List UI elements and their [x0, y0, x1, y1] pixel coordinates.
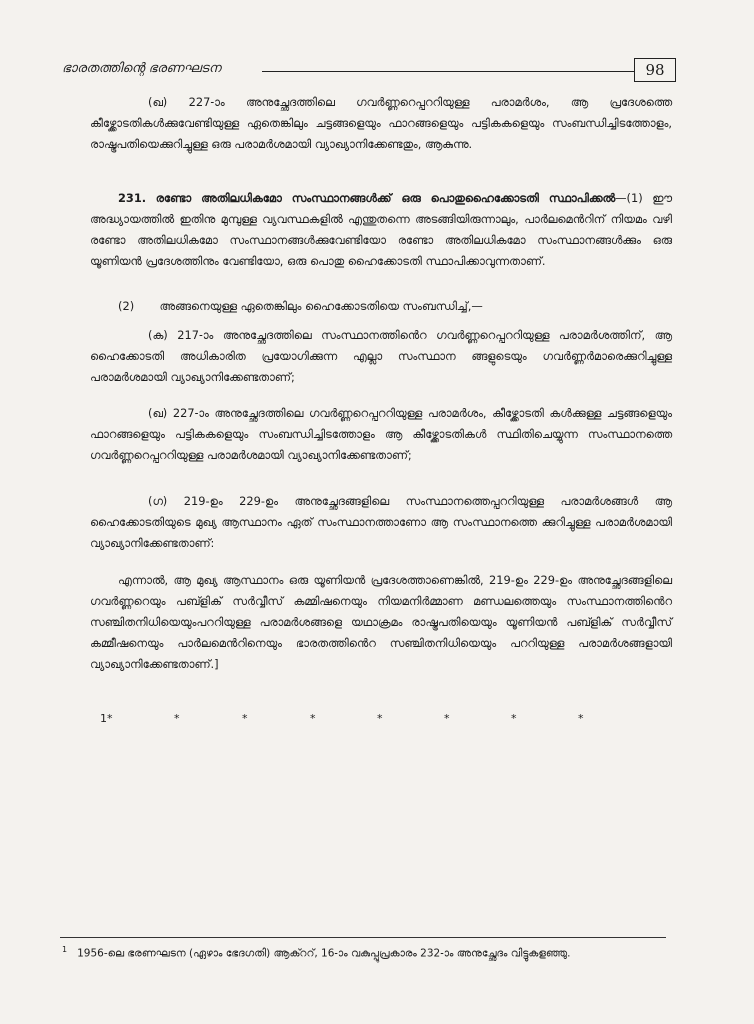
section-heading: രണ്ടോ അതിലധികമോ സംസ്ഥാനങ്ങൾക്ക് ഒരു പൊതുഹൈക്കോടതി സ്ഥാപിക്കൽ	[155, 191, 616, 205]
clause-kha-intro: (ഖ) 227-ാം അനുച്ഛേദത്തിലെ ഗവർണ്ണറെപ്പററിയുള്ള പരാമർശം, ആ പ്രദേശത്തെ കീഴ്ക്കോടതികൾക്കുവേണ്ടിയുള്ള ഏതെങ്കിലും ചട്ടങ്ങളെയും ഫാറങ്ങളെയും പട്ടികകളെയും സംബന്ധിച്ചിടത്തോളം, രാഷ്ട്രപതിയെക്കുറിച്ചുള്ള ഒരു പരാമർശമായി വ്യാഖ്യാനിക്കേണ്ടതും, ആകുന്നു.	[90, 95, 672, 151]
footnote-text: 1956-ലെ ഭരണഘടന (ഏഴാം ഭേദഗതി) ആക്ററ്, 16-ാം വകുപ്പുപ്രകാരം 232-ാം അനുച്ഛേദം വിട്ടുകളഞ്ഞു.	[77, 947, 571, 960]
clause-ka: (ക) 217-ാം അനുച്ഛേദത്തിലെ സംസ്ഥാനത്തിൻെറ ഗവർണ്ണറെപ്പററിയുള്ള പരാമർശത്തിന്, ആ ഹൈക്കോടതി അധികാരിത പ്രയോഗിക്കുന്ന എല്ലാ സംസ്ഥാന ങ്ങളുടെയും ഗവർണ്ണർമാരെക്കുറിച്ചുള്ള പരാമർശമായി വ്യാഖ്യാനിക്കേണ്ടതാണ്;	[90, 328, 672, 384]
omission-mark: *	[511, 712, 517, 725]
footnote-marker: 1	[62, 945, 68, 954]
omission-marks	[100, 712, 600, 732]
omission-mark: *	[578, 712, 584, 725]
section-body: —(1) ഈ അദ്ധ്യായത്തിൽ ഇതിനു മുമ്പുള്ള വ്യവസ്ഥകളിൽ എന്തുതന്നെ അടങ്ങിയിരുന്നാലും, പാർലമെൻറിന് നിയമം വഴി രണ്ടോ അതിലധികമോ സംസ്ഥാനങ്ങൾക്കുവേണ്ടിയോ രണ്ടോ അതിലധികമോ സംസ്ഥാനങ്ങൾക്കും ഒരു യൂണിയൻ പ്രദേശത്തിനും വേണ്ടിയോ, ഒരു പൊതു ഹൈക്കോടതി സ്ഥാപിക്കാവുന്നതാണ്.	[90, 191, 672, 268]
header-rule	[262, 71, 634, 72]
subsection-text: അങ്ങനെയുള്ള ഏതെങ്കിലും ഹൈക്കോടതിയെ സംബന്ധിച്ച്,—	[159, 299, 483, 313]
subsection-label: (2)	[118, 299, 135, 313]
omission-mark: *	[174, 712, 180, 725]
subsection-2	[118, 296, 678, 317]
omission-mark: *	[242, 712, 248, 725]
header-title: ഭാരതത്തിന്റെ ഭരണഘടന	[62, 61, 221, 76]
omission-mark: *	[377, 712, 383, 725]
section-231	[90, 188, 672, 272]
omission-mark: *	[444, 712, 450, 725]
omission-mark: 1*	[100, 712, 113, 725]
section-number: 231.	[118, 191, 147, 205]
page-number: 98	[634, 58, 676, 82]
footnote-rule	[60, 937, 666, 938]
running-header	[62, 58, 676, 82]
footnote	[62, 942, 712, 962]
clause-kha: (ഖ) 227-ാം അനുച്ഛേദത്തിലെ ഗവർണ്ണറെപ്പററിയുള്ള പരാമർശം, കീഴ്ക്കോടതി കൾക്കുള്ള ചട്ടങ്ങളെയും ഫാറങ്ങളെയും പട്ടികകളെയും സംബന്ധിച്ചിടത്തോളം ആ കീഴ്ക്കോടതികൾ സ്ഥിതിചെയ്യുന്ന സംസ്ഥാനത്തെ ഗവർണ്ണറെപ്പററിയുള്ള പരാമർശമായി വ്യാഖ്യാനിക്കേണ്ടതാണ്;	[90, 406, 672, 462]
proviso-paragraph: എന്നാൽ, ആ മുഖ്യ ആസ്ഥാനം ഒരു യൂണിയൻ പ്രദേശത്താണെങ്കിൽ, 219-ഉം 229-ഉം അനുച്ഛേദങ്ങളിലെ ഗവർണ്ണറെയും പബ്ളിക് സർവ്വീസ് കമ്മിഷനെയും നിയമനിർമ്മാണ മണ്ഡലത്തെയും സംസ്ഥാനത്തിൻെറ സഞ്ചിതനിധിയെയുംപററിയുള്ള പരാമർശങ്ങളെ യഥാക്രമം രാഷ്ട്രപതിയെയും യൂണിയൻ പബ്ളിക് സർവ്വീസ് കമ്മീഷനെയും പാർലമെൻറിനെയും ഭാരതത്തിൻെറ സഞ്ചിതനിധിയെയും പററിയുള്ള പരാമർശങ്ങളായി വ്യാഖ്യാനിക്കേണ്ടതാണ്.]	[90, 573, 672, 671]
clause-ga: (ഗ) 219-ഉം 229-ഉം അനുച്ഛേദങ്ങളിലെ സംസ്ഥാനത്തെപ്പററിയുള്ള പരാമർശങ്ങൾ ആ ഹൈക്കോടതിയുടെ മുഖ്യ ആസ്ഥാനം ഏത് സംസ്ഥാനത്താണോ ആ സംസ്ഥാനത്തെ ക്കുറിച്ചുള്ള പരാമർശമായി വ്യാഖ്യാനിക്കേണ്ടതാണ്:	[90, 494, 672, 550]
omission-mark: *	[310, 712, 316, 725]
